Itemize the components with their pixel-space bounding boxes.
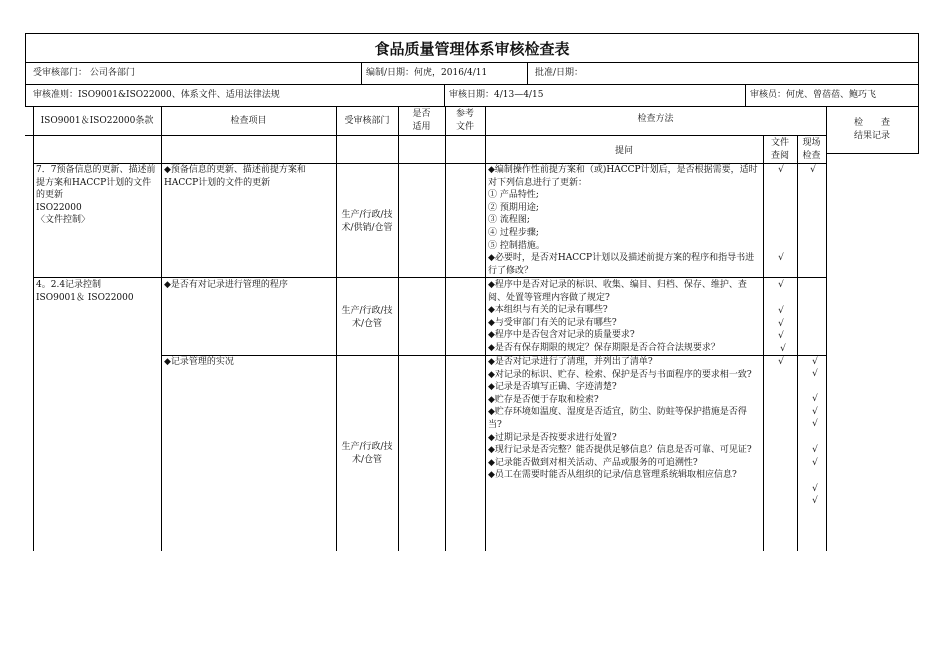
rule-v	[797, 135, 798, 551]
header-method: 检查方法	[637, 114, 674, 124]
check-mark-icon: √	[812, 369, 818, 379]
check-mark-icon: √	[778, 253, 784, 263]
check-mark-icon: √	[812, 484, 818, 494]
row1-dept: 生产/行政/技术/供销/仓管	[341, 210, 393, 233]
header-doc-review: 文件 查阅	[770, 138, 789, 161]
row2-dept: 生产/行政/技术/仓管	[341, 306, 393, 329]
row3-dept: 生产/行政/技术/仓管	[341, 442, 393, 465]
row1-item: ◆预备信息的更新、描述前提方案和HACCP计划的文件的更新	[164, 165, 306, 188]
row2-clause: 4。2.4记录控制 ISO9001＆ ISO22000	[36, 280, 134, 303]
rule	[826, 153, 919, 154]
check-mark-icon: √	[812, 407, 818, 417]
header-item: 检查项目	[230, 116, 267, 126]
question-item: ◆必要时，是否对HACCP计划以及描述前提方案的程序和指导书进行了修改？	[488, 253, 755, 276]
row2-item: ◆是否有对记录进行管理的程序	[164, 280, 288, 290]
check-mark-icon: √	[778, 280, 784, 290]
question-item: ③ 流程图;	[488, 215, 530, 226]
check-mark-icon: √	[812, 357, 818, 367]
check-mark-icon: √	[812, 445, 818, 455]
check-mark-icon: √	[780, 344, 786, 354]
header-result: 检 查 结果记录	[853, 118, 890, 141]
rule	[25, 135, 827, 136]
question-item: ◆是否有保存期限的规定？保存期限是否合符合法规要求？	[488, 342, 720, 353]
question-item: ④ 过程步骤;	[488, 227, 539, 238]
approved-field: 批准/日期：	[535, 68, 584, 78]
check-mark-icon: √	[778, 165, 784, 175]
rule-v	[444, 84, 445, 106]
question-item: ① 产品特性;	[488, 190, 539, 201]
question-item: ◆程序中是否包含对记录的质量要求?	[488, 330, 635, 341]
question-item: ◆记录是否填写正确、字迹清楚?	[488, 382, 617, 393]
rule-v	[527, 62, 528, 84]
row3-item: ◆记录管理的实况	[164, 357, 234, 367]
header-clause: ISO9001＆ISO22000条款	[40, 116, 154, 126]
question-item: ◆编制操作性前提方案和（或)HACCP计划后，是否根据需要，适时对下列信息进行了更新：	[488, 165, 758, 188]
document-title: 食品质量管理体系审核检查表	[374, 40, 570, 58]
check-mark-icon: √	[778, 319, 784, 329]
rule-v	[336, 106, 337, 551]
question-item: ◆是否对记录进行了清理，并列出了清单?	[488, 357, 653, 367]
criteria-field: 审核准则：ISO9001&ISO22000、体系文件、适用法律法规	[33, 90, 280, 100]
check-mark-icon: √	[810, 165, 816, 175]
question-item: ⑤ 控制措施。	[488, 240, 545, 251]
question-item: ◆对记录的标识、贮存、检索、保护是否与书面程序的要求相一致?	[488, 369, 752, 380]
rule	[25, 62, 919, 63]
rule	[25, 106, 919, 107]
rule-v	[745, 84, 746, 106]
rule-top	[25, 33, 919, 34]
header-site-check: 现场 检查	[802, 138, 821, 161]
question-item: ◆本组织与有关的记录有哪些?	[488, 305, 608, 316]
question-item: ◆与受审部门有关的记录有哪些?	[488, 317, 617, 328]
row3-questions	[488, 356, 760, 482]
question-item: ◆程序中是否对记录的标识、收集、编目、归档、保存、维护、查阅、处置等管理内容做了规定?	[488, 280, 747, 303]
check-mark-icon: √	[812, 458, 818, 468]
header-dept: 受审核部门	[344, 116, 390, 126]
check-mark-icon: √	[812, 394, 818, 404]
rule-v	[445, 106, 446, 551]
header-applicable: 是否 适用	[412, 109, 431, 132]
question-item: ◆贮存是否便于存取和检索?	[488, 394, 599, 405]
audited-dept-field: 受审核部门： 公司各部门	[33, 68, 135, 78]
audit-date-field: 审核日期：4/13—4/15	[449, 90, 544, 100]
question-item: ◆员工在需要时能否从组织的记录/信息管理系统辑取相应信息?	[488, 470, 737, 481]
rule	[25, 84, 919, 85]
rule-v	[361, 62, 362, 84]
check-mark-icon: √	[778, 331, 784, 341]
auditors-field: 审核员：何虎、曾蓓蓓、鲍巧飞	[750, 90, 877, 100]
header-reference: 参考 文件	[455, 109, 474, 132]
check-mark-icon: √	[778, 357, 784, 367]
question-item: ◆贮存环境如温度、湿度是否适宜，防尘、防蛀等保护措施是否得当?	[488, 407, 747, 430]
check-mark-icon: √	[812, 419, 818, 429]
check-mark-icon: √	[812, 496, 818, 506]
header-question: 提问	[614, 146, 633, 156]
rule-v	[33, 106, 34, 551]
row1-clause: 7．7预备信息的更新、描述前提方案和HACCP计划的文件的更新 ISO22000 〈文件控制〉	[36, 165, 156, 226]
row2-questions	[488, 279, 760, 355]
rule-v	[826, 106, 827, 551]
row1-questions	[488, 164, 760, 277]
rule-v	[161, 106, 162, 551]
question-item: ◆过期记录是否按要求进行处置?	[488, 432, 617, 443]
rule-v	[763, 135, 764, 551]
question-item: ◆现行记录是否完整？能否提供足够信息？信息是否可靠、可见证?	[488, 445, 752, 456]
check-mark-icon: √	[778, 306, 784, 316]
prepared-field: 编制/日期：何虎，2016/4/11	[366, 68, 488, 78]
question-item: ② 预期用途;	[488, 202, 539, 213]
rule-v	[485, 106, 486, 551]
question-item: ◆记录能否做到对相关活动、产品或服务的可追溯性?	[488, 457, 698, 468]
rule-v	[398, 106, 399, 551]
